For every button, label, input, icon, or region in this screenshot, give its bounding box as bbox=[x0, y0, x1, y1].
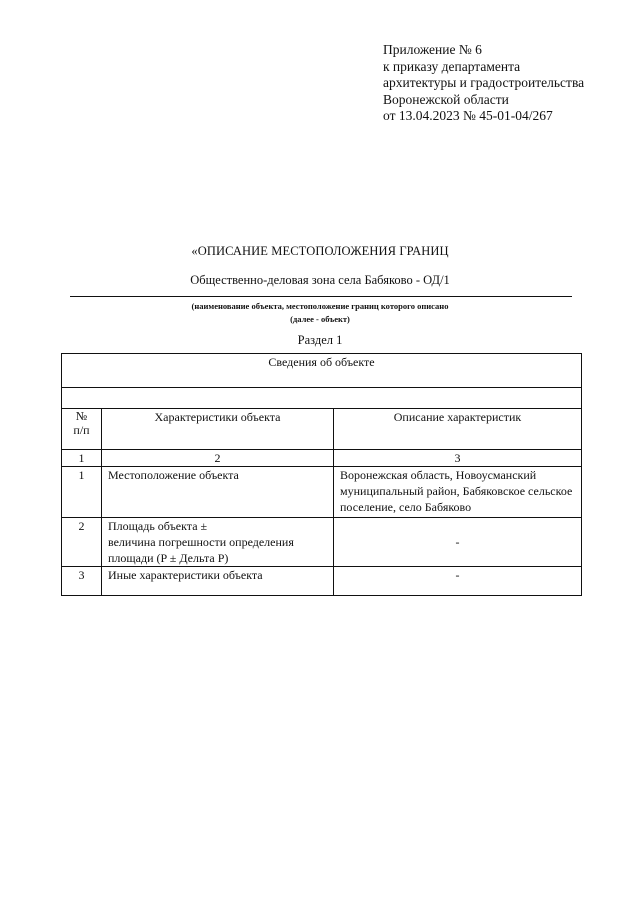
table-row bbox=[62, 567, 582, 596]
column-index: 3 bbox=[334, 450, 582, 467]
row-description: - bbox=[334, 567, 582, 596]
table-blank-row bbox=[62, 388, 582, 409]
column-index: 2 bbox=[102, 450, 334, 467]
row-characteristic bbox=[102, 518, 334, 567]
appendix-line: архитектуры и градостроительства bbox=[383, 75, 585, 90]
column-header-num: № п/п bbox=[62, 409, 102, 450]
section-label: Раздел 1 bbox=[297, 333, 343, 347]
underline-divider bbox=[70, 296, 572, 297]
characteristic-line: величина погрешности определения bbox=[108, 535, 294, 549]
row-characteristic: Местоположение объекта bbox=[102, 467, 334, 518]
appendix-line: Приложение № 6 bbox=[383, 42, 482, 57]
row-description: - bbox=[334, 518, 582, 567]
row-num: 2 bbox=[62, 518, 102, 567]
row-characteristic: Иные характеристики объекта bbox=[102, 567, 334, 596]
object-info-table bbox=[61, 353, 582, 596]
characteristic-line: площади (P ± Дельта P) bbox=[108, 551, 229, 565]
document-title: «ОПИСАНИЕ МЕСТОПОЛОЖЕНИЯ ГРАНИЦ bbox=[191, 244, 449, 258]
appendix-line: от 13.04.2023 № 45-01-04/267 bbox=[383, 108, 553, 123]
row-num: 3 bbox=[62, 567, 102, 596]
row-num: 1 bbox=[62, 467, 102, 518]
table-row bbox=[62, 518, 582, 567]
table-heading: Сведения об объекте bbox=[62, 354, 582, 388]
object-name: Общественно-деловая зона села Бабяково - ОД/1 bbox=[190, 273, 450, 287]
note-line: (далее - объект) bbox=[290, 314, 350, 324]
characteristic-line: Площадь объекта ± bbox=[108, 519, 208, 533]
column-header-description: Описание характеристик bbox=[334, 409, 582, 450]
note-line: (наименование объекта, местоположение границ которого описано bbox=[191, 301, 449, 311]
table-row bbox=[62, 467, 582, 518]
appendix-line: Воронежской области bbox=[383, 91, 509, 107]
appendix-line: к приказу департамента bbox=[383, 58, 521, 74]
row-description: Воронежская область, Новоусманский муниципальный район, Бабяковское сельское поселение, село Бабяково bbox=[334, 467, 582, 518]
object-note bbox=[0, 300, 640, 326]
column-header-characteristic: Характеристики объекта bbox=[102, 409, 334, 450]
appendix-block bbox=[383, 42, 633, 125]
column-index: 1 bbox=[62, 450, 102, 467]
